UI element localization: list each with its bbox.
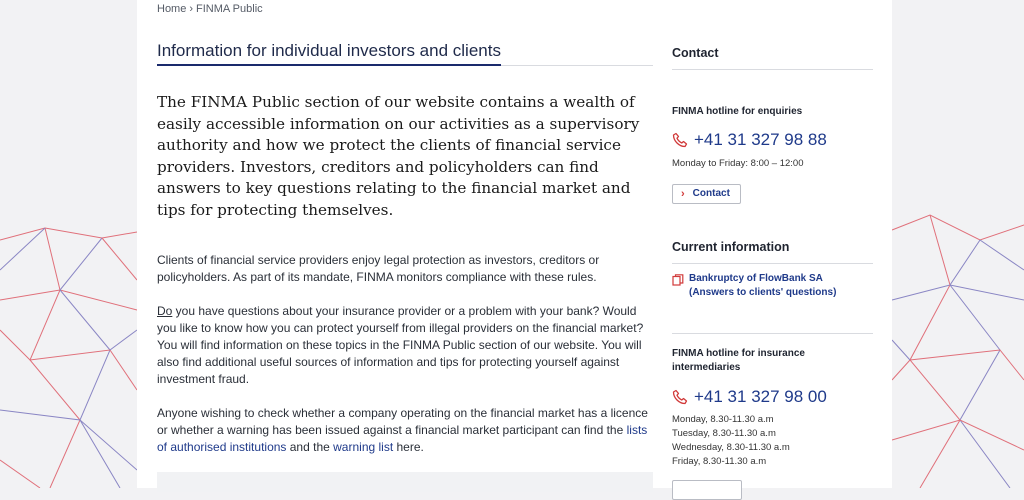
breadcrumb (157, 3, 263, 15)
insurance-phone-number[interactable]: +41 31 327 98 00 (694, 387, 827, 406)
insurance-hours-monday: Monday, 8.30-11.30 a.m (672, 414, 774, 425)
insurance-label-line-2: intermediaries (672, 362, 741, 373)
hotline-label: FINMA hotline for enquiries (672, 106, 803, 117)
news-item-subtitle[interactable]: (Answers to clients' questions) (689, 287, 837, 298)
hotline-phone[interactable] (672, 130, 827, 150)
body-paragraph-3 (157, 405, 653, 456)
paragraph-2-first-word: Do (157, 304, 173, 318)
breadcrumb-separator: › (189, 3, 194, 15)
contact-heading: Contact (672, 46, 873, 70)
hotline-hours: Monday to Friday: 8:00 – 12:00 (672, 158, 804, 169)
news-item-title[interactable]: Bankruptcy of FlowBank SA (689, 273, 823, 284)
insurance-hours (672, 413, 790, 469)
insurance-hotline-phone[interactable] (672, 387, 827, 407)
breadcrumb-home-link[interactable]: Home (157, 3, 187, 15)
insurance-label-line-1: FINMA hotline for insurance (672, 348, 805, 359)
paragraph-3-text-start: Anyone wishing to check whether a company operating on the financial market has a licence or whether a warning has been issued against a financial market participant can find the (157, 406, 648, 437)
news-item-flowbank[interactable] (672, 272, 836, 300)
page-title: Information for individual investors and clients (157, 42, 501, 66)
insurance-hours-tuesday: Tuesday, 8.30-11.30 a.m (672, 428, 776, 439)
insurance-hotline-label (672, 347, 873, 375)
paragraph-2-text: you have questions about your insurance provider or a problem with your bank? Would you like to know how you can protect yourself from illegal providers on the financial market? You will find information on these topics in the FINMA Public section of our website. You will also find additional useful sources of information and tips for protecting yourself against investment fraud. (157, 304, 644, 386)
page-container (137, 0, 892, 488)
current-information-heading: Current information (672, 240, 873, 264)
sidebar-divider (672, 333, 873, 334)
document-icon (672, 274, 684, 286)
body-paragraph-1: Clients of financial service providers enjoy legal protection as investors, creditors or policyholders. As part of its mandate, FINMA monitors compliance with these rules. (157, 253, 600, 284)
phone-icon (672, 132, 688, 148)
contact-button-label: Contact (692, 188, 730, 199)
info-box (157, 472, 653, 492)
lead-paragraph: The FINMA Public section of our website contains a wealth of easily accessible information on our activities as a supervisory authority and how we protect the clients of financial service providers. Investors, creditors and policyholders can find answers to key questions relating to the financial market and tips for protecting themselves. (157, 93, 640, 219)
paragraph-3-text-mid: and the (286, 440, 334, 454)
page-title-bar (157, 42, 653, 66)
authorised-institutions-link[interactable]: lists of authorised institutions (157, 423, 648, 454)
paragraph-3-text-end: here. (393, 440, 424, 454)
insurance-hours-wednesday: Wednesday, 8.30-11.30 a.m (672, 442, 790, 453)
insurance-hours-friday: Friday, 8.30-11.30 a.m (672, 456, 767, 467)
chevron-right-icon: › (681, 188, 685, 200)
breadcrumb-current: FINMA Public (196, 3, 263, 15)
contact-button[interactable] (672, 184, 741, 204)
body-paragraph-2 (157, 303, 653, 388)
hotline-phone-number[interactable]: +41 31 327 98 88 (694, 130, 827, 149)
insurance-contact-button[interactable] (672, 480, 742, 500)
warning-list-link[interactable]: warning list (333, 440, 394, 454)
phone-icon (672, 389, 688, 405)
